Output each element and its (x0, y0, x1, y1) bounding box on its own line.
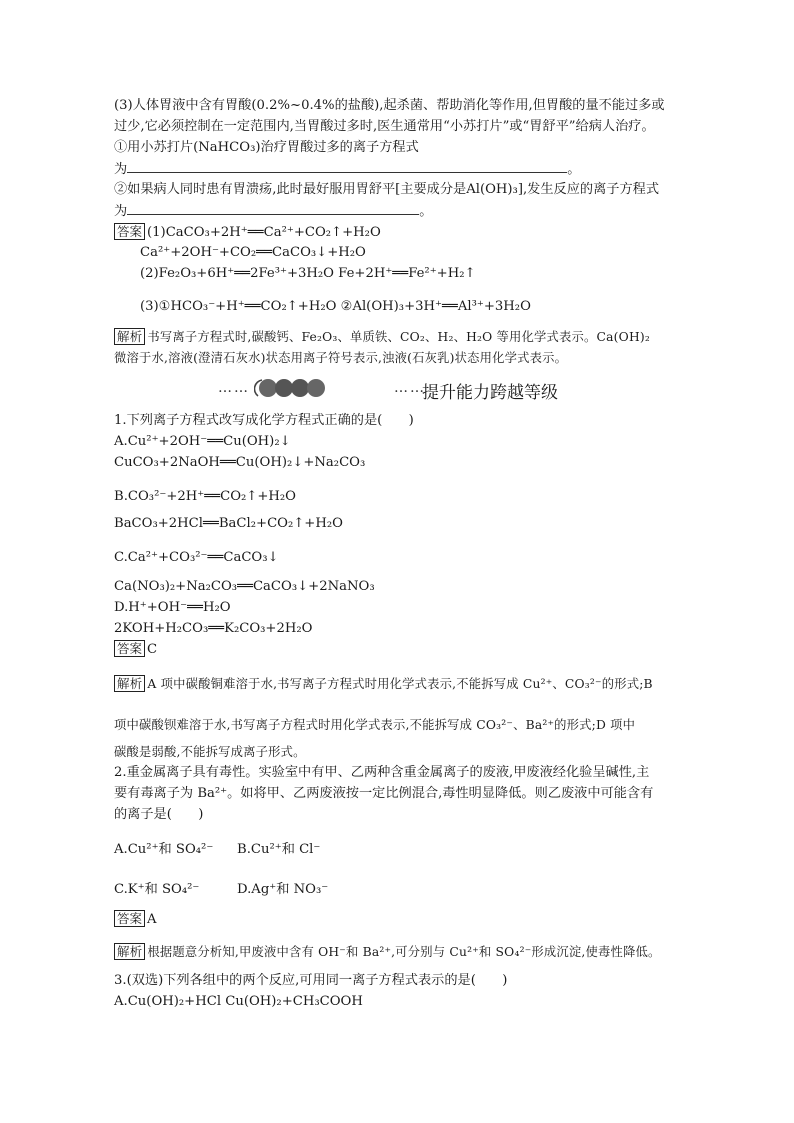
q1-analysis-line-1 (114, 675, 653, 693)
q1-option-a-ionic: A.Cu²⁺+2OH⁻══Cu(OH)₂↓ (114, 434, 291, 449)
q2-option-b: B.Cu²⁺和 Cl⁻ (237, 842, 321, 857)
answer-tag: 答案 (114, 223, 145, 240)
q1-option-d-ionic: D.H⁺+OH⁻══H₂O (114, 600, 231, 615)
q2-stem-line-3: 的离子是( ) (114, 807, 204, 822)
analysis-tag: 解析 (114, 943, 145, 960)
q3-sub1-blank-line (114, 160, 580, 179)
q1-option-c-ionic: C.Ca²⁺+CO₃²⁻══CaCO₃↓ (114, 550, 279, 565)
answer-tag: 答案 (114, 910, 145, 927)
q3-sub2-text: ②如果病人同时患有胃溃疡,此时最好服用胃舒平[主要成分是Al(OH)₃],发生反应的离子方程式 (114, 182, 660, 197)
q1-stem: 1.下列离子方程式改写成化学方程式正确的是( ) (114, 413, 414, 428)
answer-text: A (147, 912, 157, 927)
q1-option-c-molecular: Ca(NO₃)₂+Na₂CO₃══CaCO₃↓+2NaNO₃ (114, 579, 375, 594)
q2-analysis (114, 943, 660, 961)
answer-tag: 答案 (114, 640, 145, 657)
q3-intro-line-2: 过少,它必须控制在一定范围内,当胃酸过多时,医生通常用“小苏打片”或“胃舒平”给病人治疗。 (114, 119, 655, 134)
q1-option-b-molecular: BaCO₃+2HCl══BaCl₂+CO₂↑+H₂O (114, 516, 343, 531)
analysis-text: 根据题意分析知,甲废液中含有 OH⁻和 Ba²⁺,可分别与 Cu²⁺和 SO₄²⁻形成沉淀,使毒性降低。 (147, 945, 661, 959)
analysis-line-1 (114, 328, 650, 346)
analysis-line-2: 微溶于水,溶液(澄清石灰水)状态用离子符号表示,浊液(石灰乳)状态用化学式表示。 (114, 351, 568, 365)
q3-intro-line-1: (3)人体胃液中含有胃酸(0.2%~0.4%的盐酸),起杀菌、帮助消化等作用,但胃酸的量不能过多或 (114, 98, 665, 113)
q1-option-d-molecular: 2KOH+H₂CO₃══K₂CO₃+2H₂O (114, 621, 313, 636)
q3-sub2-blank-line (114, 202, 432, 221)
answer-line-1 (114, 223, 381, 242)
answer-line-2: Ca²⁺+2OH⁻+CO₂══CaCO₃↓+H₂O (140, 245, 366, 260)
analysis-tag: 解析 (114, 675, 145, 692)
analysis-tag: 解析 (114, 328, 145, 345)
q2-option-a: A.Cu²⁺和 SO₄²⁻ (114, 842, 214, 857)
answer-text: C (147, 642, 158, 657)
q1-analysis-line-2: 项中碳酸钡难溶于水,书写离子方程式时用化学式表示,不能拆写成 CO₃²⁻、Ba²⁺的形式;D 项中 (114, 718, 636, 732)
analysis-text: 书写离子方程式时,碳酸钙、Fe₂O₃、单质铁、CO₂、H₂、H₂O 等用化学式表示。Ca(OH)₂ (147, 330, 650, 344)
banner-dots-right: …… (394, 380, 426, 396)
banner-dots-left: …… (218, 380, 250, 396)
q2-stem-line-2: 要有毒离子为 Ba²⁺。如将甲、乙两废液按一定比例混合,毒性明显降低。则乙废液中可能含有 (114, 786, 654, 801)
q1-option-b-ionic: B.CO₃²⁻+2H⁺══CO₂↑+H₂O (114, 489, 296, 504)
q3-sub1-text: ①用小苏打片(NaHCO₃)治疗胃酸过多的离子方程式 (114, 140, 419, 155)
blank-prefix: 为 (114, 204, 128, 219)
q2-option-c: C.K⁺和 SO₄²⁻ (114, 882, 200, 897)
answer-blank (127, 160, 567, 173)
blank-prefix: 为 (114, 162, 128, 177)
answer-blank (127, 202, 419, 215)
q2-option-d: D.Ag⁺和 NO₃⁻ (237, 882, 329, 897)
q1-analysis-line-3: 碳酸是弱酸,不能拆写成离子形式。 (114, 745, 306, 759)
blank-suffix: 。 (567, 162, 581, 177)
q2-stem-line-1: 2.重金属离子具有毒性。实验室中有甲、乙两种含重金属离子的废液,甲废液经化验呈碱性,主 (114, 765, 650, 780)
answer-text: (1)CaCO₃+2H⁺══Ca²⁺+CO₂↑+H₂O (147, 225, 381, 240)
answer-line-4: (3)①HCO₃⁻+H⁺══CO₂↑+H₂O ②Al(OH)₃+3H⁺══Al³⁺+3H₂O (140, 299, 531, 314)
q3-stem: 3.(双选)下列各组中的两个反应,可用同一离子方程式表示的是( ) (114, 973, 508, 988)
q2-answer (114, 910, 157, 929)
analysis-text: A 项中碳酸铜难溶于水,书写离子方程式时用化学式表示,不能拆写成 Cu²⁺、CO₃²⁻的形式;B (147, 677, 653, 691)
q3-option-a: A.Cu(OH)₂+HCl Cu(OH)₂+CH₃COOH (114, 994, 363, 1009)
section-banner (218, 376, 618, 404)
q1-option-a-molecular: CuCO₃+2NaOH══Cu(OH)₂↓+Na₂CO₃ (114, 455, 366, 470)
q1-answer (114, 640, 157, 659)
banner-balls-icon (254, 376, 332, 400)
blank-suffix: 。 (419, 204, 433, 219)
answer-line-3: (2)Fe₂O₃+6H⁺══2Fe³⁺+3H₂O Fe+2H⁺══Fe²⁺+H₂↑ (140, 266, 476, 281)
section-title: 提升能力跨越等级 (422, 383, 558, 403)
